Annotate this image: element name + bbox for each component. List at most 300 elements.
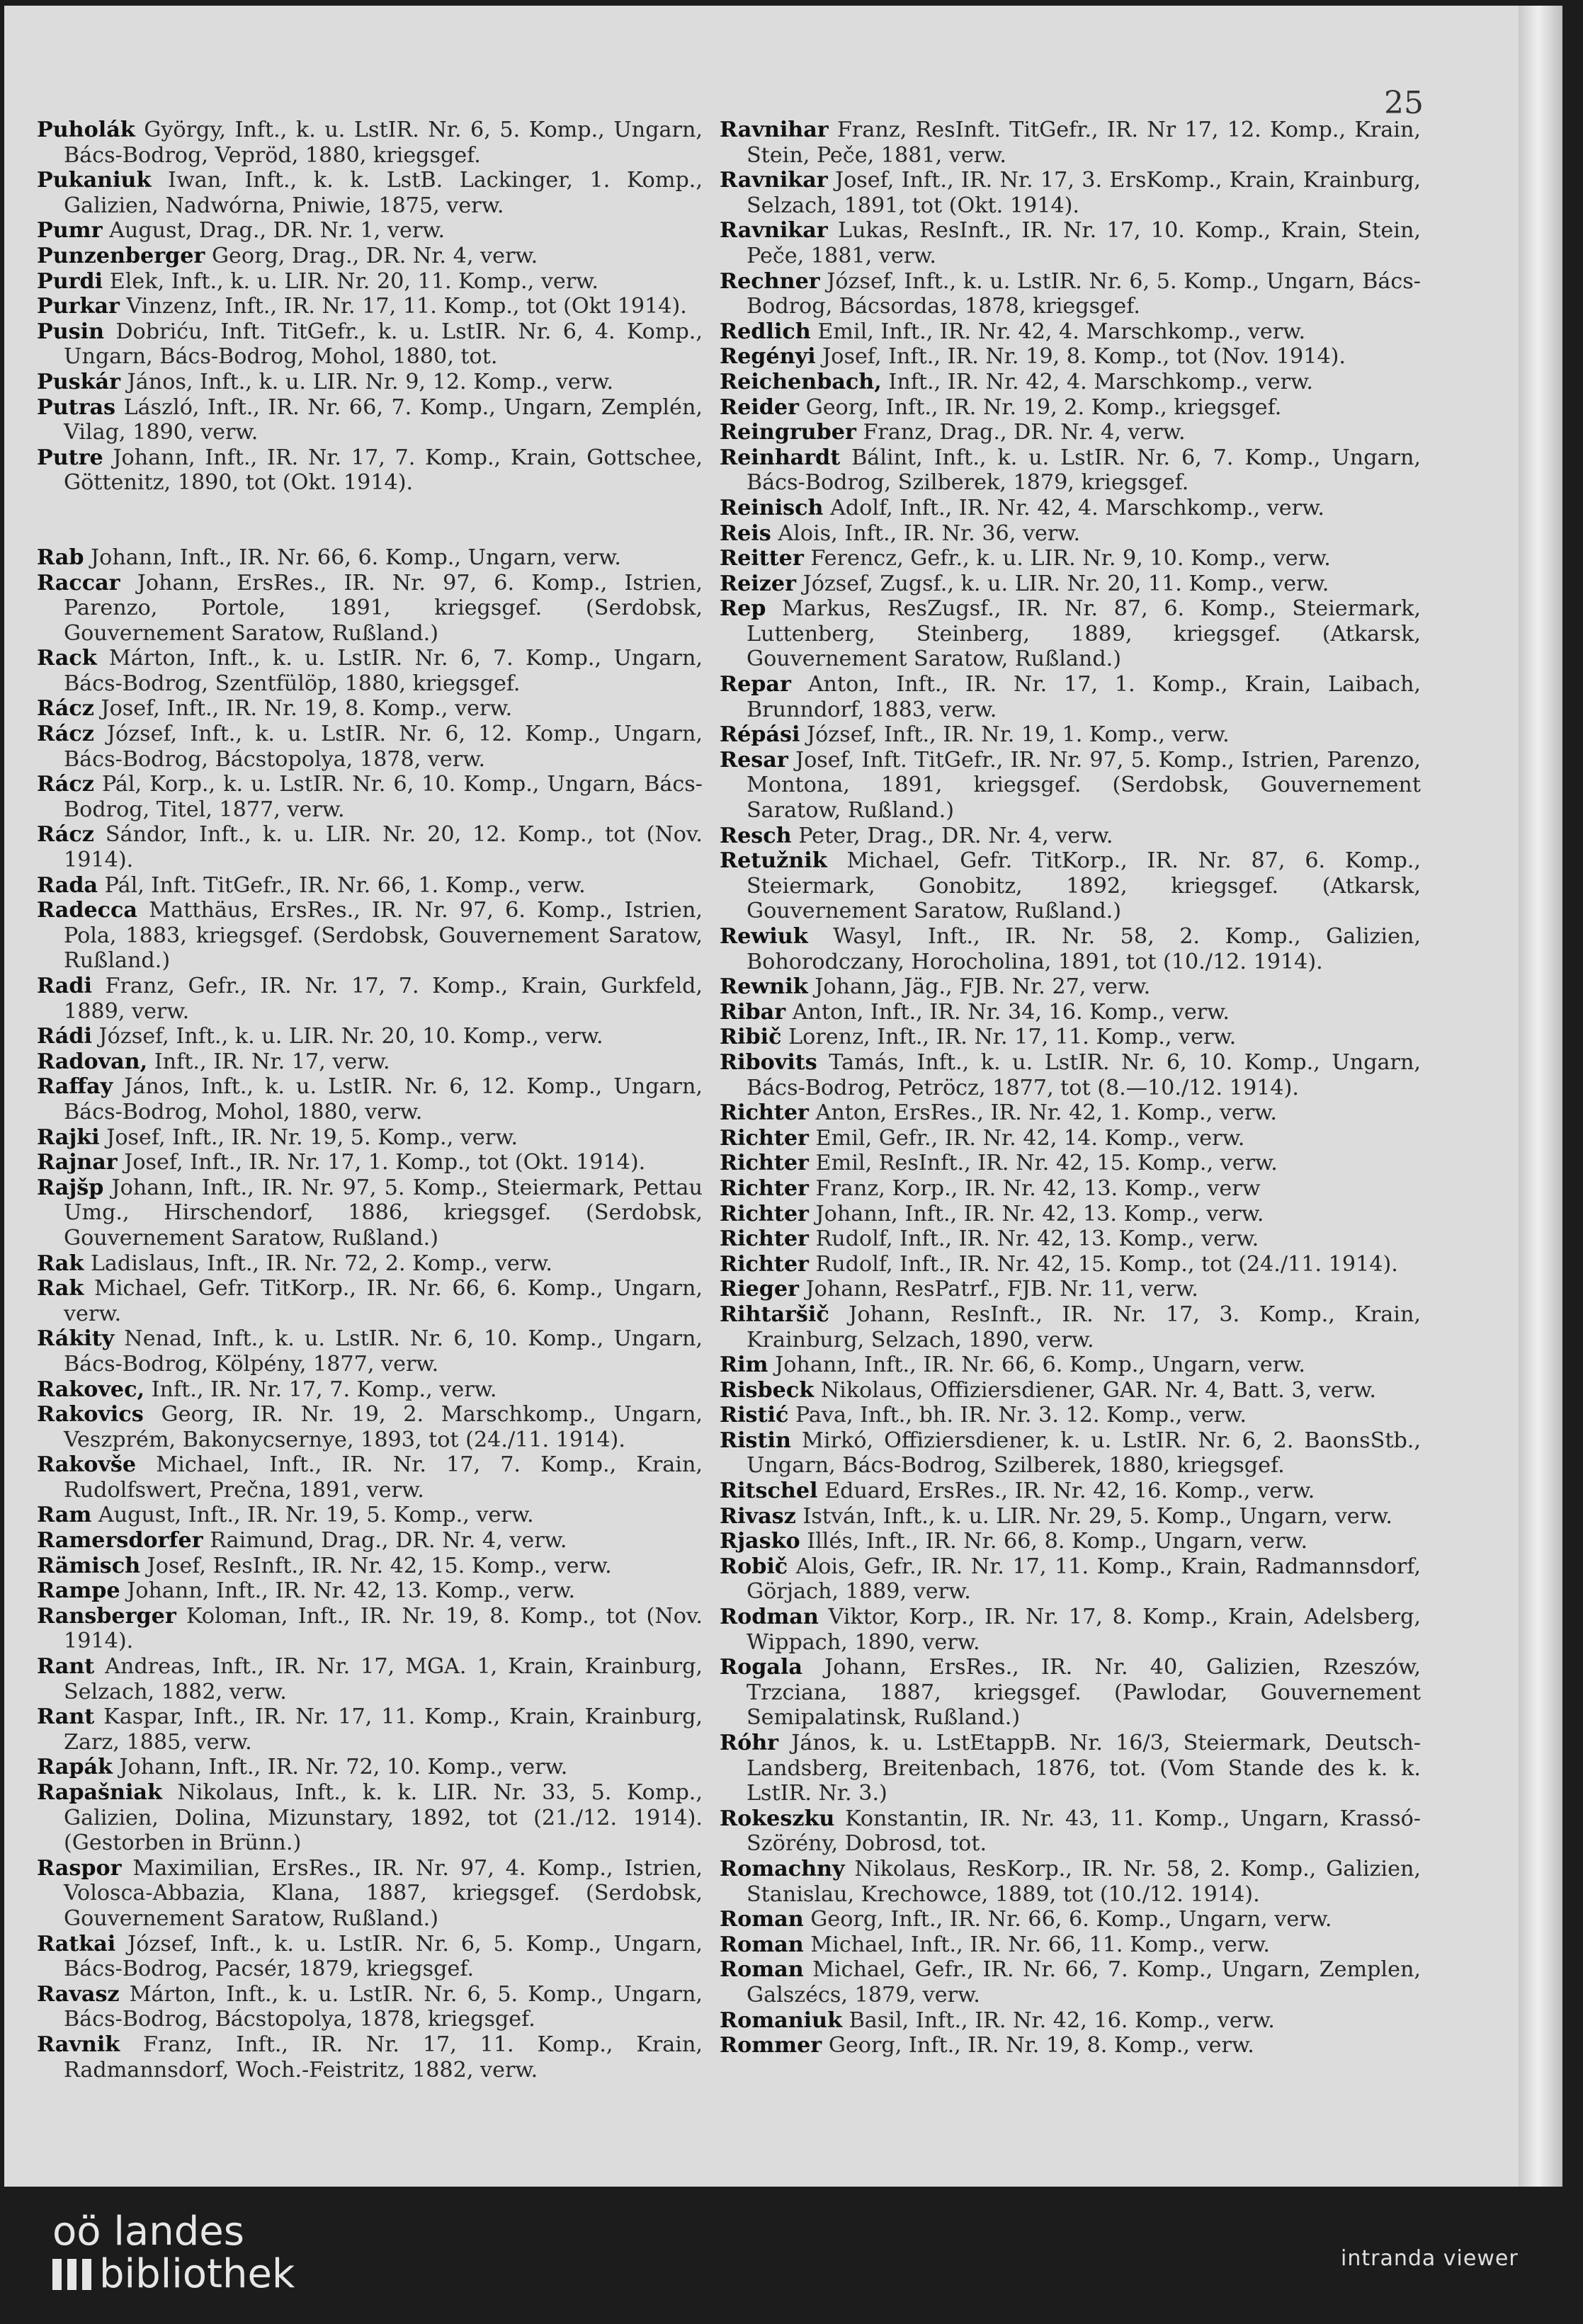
register-entry — [37, 1326, 703, 1377]
entry-surname: Robič — [720, 1554, 788, 1579]
entry-surname: Radecca — [37, 898, 137, 923]
register-entry — [37, 722, 703, 772]
register-entry — [37, 445, 703, 496]
entry-details: Nikolaus, Offiziersdiener, GAR. Nr. 4, Batt. 3, verw. — [814, 1377, 1376, 1403]
register-entry — [37, 646, 703, 696]
register-entry — [720, 168, 1421, 218]
register-entry — [37, 1528, 703, 1554]
entry-details: József, Inft., k. u. LstIR. Nr. 6, 5. Komp., Ungarn, Bács-Bodrog, Bácsordas, 1878, kriegsgef. — [747, 268, 1421, 319]
entry-surname: Purkar — [37, 294, 120, 319]
register-entry — [37, 319, 703, 370]
entry-details: János, Inft., k. u. LIR. Nr. 9, 12. Komp., verw. — [120, 369, 614, 394]
register-entry — [37, 772, 703, 822]
entry-details: Georg, Inft., IR. Nr. 66, 6. Komp., Ungarn, verw. — [803, 1907, 1332, 1932]
entry-details: Vinzenz, Inft., IR. Nr. 17, 11. Komp., tot (Okt 1914). — [119, 294, 687, 319]
register-entry — [37, 370, 703, 395]
register-entry — [37, 1932, 703, 1982]
entry-surname: Reinisch — [720, 495, 824, 520]
entry-details: Anton, ErsRes., IR. Nr. 42, 1. Komp., verw. — [808, 1100, 1277, 1126]
entry-details: Anton, Inft., IR. Nr. 17, 1. Komp., Krain, Laibach, Brunndorf, 1883, verw. — [747, 672, 1421, 722]
register-entry — [720, 596, 1421, 672]
register-entry — [720, 1050, 1421, 1100]
entry-details: József, Zugsf., k. u. LIR. Nr. 20, 11. Komp., verw. — [796, 571, 1329, 596]
register-entry — [37, 1503, 703, 1528]
entry-details: Lorenz, Inft., IR. Nr. 17, 11. Komp., verw. — [781, 1025, 1237, 1050]
entry-surname: Rapák — [37, 1755, 113, 1780]
entry-surname: Rákity — [37, 1326, 115, 1352]
entry-surname: Rivasz — [720, 1503, 796, 1529]
entry-surname: Puholák — [37, 118, 135, 142]
entry-details: Michael, Inft., IR. Nr. 17, 7. Komp., Krain, Rudolfswert, Prečna, 1891, verw. — [64, 1452, 703, 1503]
register-entry — [720, 1352, 1421, 1378]
register-entry — [37, 1175, 703, 1251]
register-entry — [37, 1049, 703, 1075]
entry-surname: Rämisch — [37, 1553, 141, 1578]
register-entry — [720, 2008, 1421, 2034]
page-binding-edge — [1519, 6, 1562, 2187]
entry-details: Emil, Inft., IR. Nr. 42, 4. Marschkomp., verw. — [810, 319, 1306, 344]
entry-details: Matthäus, ErsRes., IR. Nr. 97, 6. Komp., Istrien, Pola, 1883, kriegsgef. (Serdobsk, Gouvernement Saratow, Rußland.) — [64, 898, 703, 974]
entry-surname: Ribovits — [720, 1049, 817, 1075]
entry-surname: Richter — [720, 1251, 809, 1277]
register-entry — [37, 1276, 703, 1326]
entry-surname: Raffay — [37, 1074, 113, 1100]
entry-details: Michael, Gefr. TitKorp., IR. Nr. 66, 6. Komp., Ungarn, verw. — [64, 1276, 703, 1326]
entry-details: József, Inft., k. u. LIR. Nr. 20, 10. Komp., verw. — [91, 1024, 603, 1049]
entry-details: József, Inft., k. u. LstIR. Nr. 6, 5. Komp., Ungarn, Bács-Bodrog, Pacsér, 1879, kriegsgef. — [64, 1931, 703, 1982]
register-entry — [37, 545, 703, 571]
register-entry — [720, 672, 1421, 722]
entry-surname: Rodman — [720, 1605, 819, 1630]
register-entry — [37, 1251, 703, 1277]
entry-details: Basil, Inft., IR. Nr. 42, 16. Komp., verw. — [842, 2007, 1275, 2033]
entry-surname: Reingruber — [720, 420, 856, 445]
entry-surname: Richter — [720, 1201, 809, 1226]
register-entry — [37, 1578, 703, 1604]
entry-surname: Rácz — [37, 696, 94, 722]
register-entry — [37, 1125, 703, 1151]
entry-surname: Rácz — [37, 822, 94, 848]
entry-details: Johann, Inft., IR. Nr. 42, 13. Komp., verw. — [808, 1201, 1264, 1226]
register-entry — [720, 722, 1421, 748]
entry-details: Franz, ResInft. TitGefr., IR. Nr 17, 12. Komp., Krain, Stein, Peče, 1881, verw. — [747, 118, 1421, 168]
left-column — [37, 118, 703, 2083]
entry-details: Nenad, Inft., k. u. LstIR. Nr. 6, 10. Komp., Ungarn, Bács-Bodrog, Kölpény, 1877, verw. — [64, 1326, 703, 1377]
register-entry — [37, 1377, 703, 1403]
register-entry — [37, 1150, 703, 1175]
register-entry — [37, 1704, 703, 1755]
entry-surname: Rep — [720, 596, 766, 622]
register-entry — [720, 496, 1421, 521]
register-entry — [720, 1000, 1421, 1025]
entry-surname: Reitter — [720, 546, 804, 571]
register-entry — [720, 1554, 1421, 1605]
scanned-page — [4, 6, 1562, 2187]
entry-details: Kaspar, Inft., IR. Nr. 17, 11. Komp., Krain, Krainburg, Zarz, 1885, verw. — [64, 1704, 703, 1755]
entry-surname: Rádi — [37, 1024, 92, 1049]
register-entry — [37, 1755, 703, 1780]
register-entry — [37, 898, 703, 974]
register-entry — [720, 1479, 1421, 1504]
entry-details: Eduard, ErsRes., IR. Nr. 42, 16. Komp., verw. — [817, 1479, 1315, 1504]
register-entry — [37, 1856, 703, 1932]
entry-details: Josef, Inft., IR. Nr. 19, 8. Komp., tot (Nov. 1914). — [815, 344, 1346, 370]
entry-surname: Roman — [720, 1907, 804, 1932]
register-entry — [720, 546, 1421, 571]
entry-details: Michael, Gefr., IR. Nr. 66, 7. Komp., Ungarn, Zemplen, Galszécs, 1879, verw. — [747, 1957, 1421, 2007]
register-entry — [720, 1277, 1421, 1302]
entry-details: Johann, Inft., IR. Nr. 97, 5. Komp., Steiermark, Pettau Umg., Hirschendorf, 1886, kriegsgef. (Serdobsk, Gouvernement Saratow, Rußland.) — [64, 1175, 703, 1251]
register-entry — [37, 218, 703, 244]
entry-surname: Reizer — [720, 571, 797, 596]
register-entry — [720, 370, 1421, 395]
entry-surname: Rajki — [37, 1124, 100, 1150]
register-entry — [37, 269, 703, 295]
entry-surname: Putre — [37, 445, 103, 470]
library-logo[interactable] — [52, 2211, 295, 2296]
entry-surname: Rechner — [720, 268, 820, 294]
register-entry — [720, 319, 1421, 345]
entry-details: Franz, Drag., DR. Nr. 4, verw. — [856, 420, 1186, 445]
entry-details: Emil, Gefr., IR. Nr. 42, 14. Komp., verw. — [808, 1125, 1245, 1151]
entry-surname: Rewiuk — [720, 924, 808, 949]
entry-details: Dobriću, Inft. TitGefr., k. u. LstIR. Nr. 6, 4. Komp., Ungarn, Bács-Bodrog, Mohol, 1880, tot. — [64, 319, 703, 370]
entry-surname: Richter — [720, 1226, 809, 1252]
register-entry — [720, 1605, 1421, 1655]
entry-surname: Resar — [720, 747, 788, 773]
entry-details: Andreas, Inft., IR. Nr. 17, MGA. 1, Krain, Krainburg, Selzach, 1882, verw. — [64, 1654, 703, 1704]
entry-surname: Rak — [37, 1251, 84, 1276]
register-entry — [37, 294, 703, 319]
register-entry — [37, 873, 703, 899]
entry-surname: Ratkai — [37, 1931, 116, 1956]
entry-details: Konstantin, IR. Nr. 43, 11. Komp., Ungarn, Krassó-Szörény, Dobrosd, tot. — [747, 1806, 1421, 1857]
entry-details: Pava, Inft., bh. IR. Nr. 3. 12. Komp., verw. — [788, 1403, 1247, 1428]
entry-details: József, Inft., k. u. LstIR. Nr. 6, 12. Komp., Ungarn, Bács-Bodrog, Bácstopolya, 1878, verw. — [64, 722, 703, 772]
entry-details: Johann, ErsRes., IR. Nr. 40, Galizien, Rzeszów, Trzciana, 1887, kriegsgef. (Pawlodar, Gouvernement Semipalatinsk, Rußland.) — [747, 1655, 1421, 1731]
register-entry — [720, 1932, 1421, 1958]
entry-surname: Ravasz — [37, 1981, 120, 2007]
entry-details: Franz, Inft., IR. Nr. 17, 11. Komp., Krain, Radmannsdorf, Woch.-Feistritz, 1882, verw. — [64, 2032, 703, 2083]
entry-details: Mirkó, Offiziersdiener, k. u. LstIR. Nr. 6, 2. BaonsStb., Ungarn, Bács-Bodrog, Szilberek, 1880, kriegsgef. — [747, 1428, 1421, 1479]
entry-surname: Richter — [720, 1125, 809, 1151]
register-entry — [720, 1176, 1421, 1202]
entry-details: Johann, Inft., IR. Nr. 42, 13. Komp., verw. — [120, 1578, 576, 1604]
entry-surname: Rakovics — [37, 1402, 144, 1428]
register-entry — [37, 2032, 703, 2083]
entry-details: August, Drag., DR. Nr. 1, verw. — [102, 218, 446, 244]
entry-surname: Rajšp — [37, 1175, 104, 1200]
register-entry — [37, 395, 703, 445]
entry-details: Inft., IR. Nr. 17, 7. Komp., verw. — [144, 1377, 497, 1402]
entry-surname: Regényi — [720, 344, 816, 370]
entry-surname: Reichenbach, — [720, 369, 882, 394]
entry-surname: Raspor — [37, 1855, 122, 1881]
register-entry — [720, 974, 1421, 1000]
entry-details: Bálint, Inft., k. u. LstIR. Nr. 6, 7. Komp., Ungarn, Bács-Bodrog, Szilberek, 1879, kriegsgef. — [747, 445, 1421, 496]
entry-details: Pál, Inft. TitGefr., IR. Nr. 66, 1. Komp., verw. — [98, 872, 586, 898]
entry-details: Márton, Inft., k. u. LstIR. Nr. 6, 7. Komp., Ungarn, Bács-Bodrog, Szentfülöp, 1880, kriegsgef. — [64, 646, 703, 696]
entry-surname: Radi — [37, 974, 92, 998]
right-column — [720, 118, 1421, 2058]
entry-surname: Reinhardt — [720, 445, 841, 470]
entry-surname: Resch — [720, 823, 792, 848]
register-entry — [720, 1025, 1421, 1050]
entry-surname: Rommer — [720, 2033, 822, 2058]
register-entry — [720, 1957, 1421, 2007]
entry-details: Markus, ResZugsf., IR. Nr. 87, 6. Komp., Steiermark, Luttenberg, Steinberg, 1889, kriegsgef. (Atkarsk, Gouvernement Saratow, Rußland.) — [747, 596, 1421, 672]
register-entry — [37, 118, 703, 168]
entry-surname: Répási — [720, 722, 800, 748]
register-entry — [720, 218, 1421, 268]
entry-surname: Richter — [720, 1175, 809, 1201]
entry-surname: Punzenberger — [37, 243, 205, 268]
register-entry — [720, 445, 1421, 496]
register-entry — [37, 1780, 703, 1856]
entry-surname: Rak — [37, 1276, 84, 1301]
register-entry — [720, 1857, 1421, 1907]
register-entry — [37, 1452, 703, 1503]
register-entry — [37, 1604, 703, 1654]
entry-details: Ladislaus, Inft., IR. Nr. 72, 2. Komp., verw. — [84, 1251, 553, 1276]
entry-surname: Risbeck — [720, 1377, 815, 1403]
entry-surname: Rewnik — [720, 974, 808, 1000]
register-entry — [37, 1074, 703, 1124]
register-entry — [720, 1151, 1421, 1176]
entry-details: Franz, Korp., IR. Nr. 42, 13. Komp., verw — [808, 1175, 1261, 1201]
register-entry — [720, 924, 1421, 974]
entry-surname: Rogala — [720, 1655, 802, 1680]
entry-surname: Raccar — [37, 570, 120, 596]
entry-details: Tamás, Inft., k. u. LstIR. Nr. 6, 10. Komp., Ungarn, Bács-Bodrog, Petröcz, 1877, tot (8.—10./12. 1914). — [747, 1049, 1421, 1100]
entry-details: Michael, Inft., IR. Nr. 66, 11. Komp., verw. — [803, 1932, 1270, 1957]
register-entry — [37, 822, 703, 872]
entry-surname: Rieger — [720, 1277, 799, 1302]
entry-details: Nikolaus, Inft., k. k. LIR. Nr. 33, 5. Komp., Galizien, Dolina, Mizunstary, 1892, tot (21./12. 1914). (Gestorben in Brünn.) — [64, 1780, 703, 1856]
entry-surname: Repar — [720, 672, 791, 697]
entry-details: Ferencz, Gefr., k. u. LIR. Nr. 9, 10. Komp., verw. — [803, 546, 1331, 571]
register-entry — [720, 420, 1421, 445]
entry-surname: Roman — [720, 1932, 804, 1957]
entry-details: Josef, Inft., IR. Nr. 17, 1. Komp., tot (Okt. 1914). — [117, 1150, 646, 1175]
register-entry — [37, 1654, 703, 1704]
register-entry — [720, 1731, 1421, 1806]
entry-details: Koloman, Inft., IR. Nr. 19, 8. Komp., tot (Nov. 1914). — [64, 1603, 703, 1654]
register-entry — [720, 571, 1421, 597]
entry-surname: Rajnar — [37, 1150, 118, 1175]
entry-details: Elek, Inft., k. u. LIR. Nr. 20, 11. Komp., verw. — [103, 268, 599, 294]
logo-line-1: oö landes — [52, 2209, 244, 2255]
register-entry — [720, 1403, 1421, 1428]
entry-details: Inft., IR. Nr. 17, verw. — [147, 1049, 390, 1074]
entry-surname: Pusin — [37, 319, 105, 344]
logo-line-2: bibliothek — [99, 2251, 295, 2297]
entry-details: Georg, Inft., IR. Nr. 19, 2. Komp., kriegsgef. — [798, 394, 1282, 420]
register-entry — [720, 269, 1421, 319]
entry-details: Adolf, Inft., IR. Nr. 42, 4. Marschkomp., verw. — [823, 495, 1324, 520]
entry-details: Peter, Drag., DR. Nr. 4, verw. — [791, 823, 1113, 848]
entry-details: Viktor, Korp., IR. Nr. 17, 8. Komp., Krain, Adelsberg, Wippach, 1890, verw. — [747, 1605, 1421, 1655]
entry-details: Johann, ResPatrf., FJB. Nr. 11, verw. — [798, 1277, 1198, 1302]
register-entry — [720, 2033, 1421, 2058]
entry-details: Márton, Inft., k. u. LstIR. Nr. 6, 5. Komp., Ungarn, Bács-Bodrog, Bácstopolya, 1878, kriegsgef. — [64, 1981, 703, 2032]
entry-surname: Putras — [37, 394, 116, 420]
register-entry — [720, 1100, 1421, 1126]
entry-details: Sándor, Inft., k. u. LIR. Nr. 20, 12. Komp., tot (Nov. 1914). — [64, 822, 703, 873]
entry-details: Anton, Inft., IR. Nr. 34, 16. Komp., verw. — [785, 999, 1230, 1025]
entry-details: Lukas, ResInft., IR. Nr. 17, 10. Komp., Krain, Stein, Peče, 1881, verw. — [747, 218, 1421, 268]
entry-surname: Ribar — [720, 999, 786, 1025]
entry-details: Franz, Gefr., IR. Nr. 17, 7. Komp., Krain, Gurkfeld, 1889, verw. — [64, 974, 703, 1024]
entry-details: Raimund, Drag., DR. Nr. 4, verw. — [203, 1528, 567, 1554]
entry-surname: Reider — [720, 394, 799, 420]
entry-surname: Redlich — [720, 319, 811, 344]
entry-surname: Rant — [37, 1704, 95, 1730]
entry-surname: Ravnik — [37, 2032, 120, 2057]
entry-surname: Rab — [37, 545, 84, 570]
register-entry — [37, 1024, 703, 1049]
entry-surname: Rapašniak — [37, 1780, 162, 1805]
entry-details: László, Inft., IR. Nr. 66, 7. Komp., Ungarn, Zemplén, Vilag, 1890, verw. — [64, 394, 703, 445]
entry-details: János, Inft., k. u. LstIR. Nr. 6, 12. Komp., Ungarn, Bács-Bodrog, Mohol, 1880, verw. — [64, 1074, 703, 1124]
register-entry — [720, 1529, 1421, 1554]
entry-details: Alois, Inft., IR. Nr. 36, verw. — [771, 520, 1081, 546]
entry-details: Johann, ResInft., IR. Nr. 17, 3. Komp., Krain, Krainburg, Selzach, 1890, verw. — [747, 1301, 1421, 1352]
entry-surname: Puskár — [37, 369, 121, 394]
register-entry — [720, 824, 1421, 849]
entry-surname: Rihtaršič — [720, 1301, 829, 1327]
entry-surname: Róhr — [720, 1731, 779, 1755]
entry-details: Johann, ErsRes., IR. Nr. 97, 6. Komp., Istrien, Parenzo, Portole, 1891, kriegsgef. (Serdobsk, Gouvernement Saratow, Rußland.) — [64, 570, 703, 646]
entry-surname: Rakovec, — [37, 1377, 145, 1402]
entry-details: Emil, ResInft., IR. Nr. 42, 15. Komp., verw. — [808, 1151, 1278, 1176]
entry-details: Johann, Inft., IR. Nr. 66, 6. Komp., Ungarn, verw. — [84, 545, 621, 570]
register-entry — [720, 1252, 1421, 1277]
entry-surname: Ravnihar — [720, 118, 829, 142]
entry-surname: Romachny — [720, 1856, 845, 1881]
entry-details: Rudolf, Inft., IR. Nr. 42, 15. Komp., tot (24./11. 1914). — [808, 1251, 1398, 1277]
entry-surname: Rada — [37, 872, 98, 898]
entry-details: Georg, IR. Nr. 19, 2. Marschkomp., Ungarn, Veszprém, Bakonycsernye, 1893, tot (24./11. 1914). — [64, 1402, 703, 1452]
entry-details: Josef, Inft., IR. Nr. 17, 3. ErsKomp., Krain, Krainburg, Selzach, 1891, tot (Okt. 1914). — [747, 168, 1421, 218]
entry-surname: Rant — [37, 1654, 95, 1680]
entry-details: Georg, Drag., DR. Nr. 4, verw. — [205, 243, 538, 268]
register-entry — [720, 748, 1421, 824]
entry-details: György, Inft., k. u. LstIR. Nr. 6, 5. Komp., Ungarn, Bács-Bodrog, Vepröd, 1880, kriegsgef. — [64, 118, 703, 168]
register-entry — [720, 1428, 1421, 1479]
register-entry — [37, 1554, 703, 1579]
entry-details: Iwan, Inft., k. k. LstB. Lackinger, 1. Komp., Galizien, Nadwórna, Pniwie, 1875, verw. — [64, 168, 703, 218]
register-entry — [720, 1302, 1421, 1352]
register-entry — [720, 1907, 1421, 1932]
entry-surname: Rjasko — [720, 1529, 800, 1554]
entry-details: Rudolf, Inft., IR. Nr. 42, 13. Komp., verw. — [808, 1226, 1259, 1252]
entry-details: Maximilian, ErsRes., IR. Nr. 97, 4. Komp., Istrien, Volosca-Abbazia, Klana, 1887, kriegsgef. (Serdobsk, Gouvernement Saratow, Rußland.) — [64, 1855, 703, 1931]
entry-details: August, Inft., IR. Nr. 19, 5. Komp., verw. — [91, 1503, 534, 1528]
entry-details: Wasyl, Inft., IR. Nr. 58, 2. Komp., Galizien, Bohorodczany, Horocholina, 1891, tot (10./12. 1914). — [747, 924, 1421, 974]
entry-surname: Rácz — [37, 722, 94, 747]
register-entry — [720, 1655, 1421, 1731]
register-entry — [37, 571, 703, 646]
entry-details: Josef, Inft., IR. Nr. 19, 5. Komp., verw. — [99, 1124, 518, 1150]
viewer-label[interactable]: intranda viewer — [1341, 2246, 1519, 2271]
entry-details: Johann, Inft., IR. Nr. 72, 10. Komp., verw. — [112, 1755, 568, 1780]
register-entry — [37, 974, 703, 1024]
entry-details: Michael, Gefr. TitKorp., IR. Nr. 87, 6. Komp., Steiermark, Gonobitz, 1892, kriegsgef. (Atkarsk, Gouvernement Saratow, Rußland.) — [747, 848, 1421, 924]
entry-surname: Ristić — [720, 1403, 789, 1428]
entry-surname: Ransberger — [37, 1603, 176, 1629]
entry-surname: Ribič — [720, 1025, 782, 1050]
entry-surname: Ramersdorfer — [37, 1528, 203, 1554]
entry-surname: Retužnik — [720, 848, 827, 874]
entry-surname: Ravnikar — [720, 168, 828, 193]
entry-surname: Romaniuk — [720, 2007, 843, 2033]
entry-surname: Rakovše — [37, 1452, 137, 1478]
entry-surname: Pumr — [37, 218, 103, 244]
register-entry — [720, 1504, 1421, 1530]
register-entry — [37, 244, 703, 269]
register-entry — [720, 118, 1421, 168]
entry-details: Johann, Inft., IR. Nr. 17, 7. Komp., Krain, Gottschee, Göttenitz, 1890, tot (Okt. 1914). — [64, 445, 703, 496]
entry-surname: Ravnikar — [720, 218, 828, 244]
register-entry — [37, 1982, 703, 2032]
register-entry — [720, 395, 1421, 421]
entry-surname: Richter — [720, 1100, 809, 1126]
entry-details: Josef, ResInft., IR. Nr. 42, 15. Komp., verw. — [140, 1553, 612, 1578]
entry-details: Josef, Inft., IR. Nr. 19, 8. Komp., verw. — [93, 696, 513, 722]
entry-surname: Rim — [720, 1352, 768, 1378]
entry-details: Johann, Inft., IR. Nr. 66, 6. Komp., Ungarn, verw. — [768, 1352, 1306, 1378]
entry-details: Inft., IR. Nr. 42, 4. Marschkomp., verw. — [881, 369, 1313, 394]
page-number: 25 — [1384, 85, 1424, 121]
entry-surname: Ram — [37, 1503, 92, 1528]
entry-surname: Radovan, — [37, 1049, 148, 1074]
entry-surname: Richter — [720, 1151, 809, 1176]
entry-details: Johann, Jäg., FJB. Nr. 27, verw. — [807, 974, 1151, 1000]
register-entry — [720, 1226, 1421, 1252]
entry-surname: Ristin — [720, 1428, 791, 1453]
entry-details: Josef, Inft. TitGefr., IR. Nr. 97, 5. Komp., Istrien, Parenzo, Montona, 1891, kriegsgef. (Serdobsk, Gouvernement Saratow, Rußland.) — [747, 747, 1421, 824]
entry-details: Illés, Inft., IR. Nr. 66, 8. Komp., Ungarn, verw. — [800, 1529, 1308, 1554]
register-entry — [37, 696, 703, 722]
entry-details: Pál, Korp., k. u. LstIR. Nr. 6, 10. Komp., Ungarn, Bács-Bodrog, Titel, 1877, verw. — [64, 772, 703, 822]
entry-details: Nikolaus, ResKorp., IR. Nr. 58, 2. Komp., Galizien, Stanislau, Krechowce, 1889, tot (10./12. 1914). — [747, 1856, 1421, 1907]
entry-details: Alois, Gefr., IR. Nr. 17, 11. Komp., Krain, Radmannsdorf, Görjach, 1889, verw. — [747, 1554, 1421, 1605]
register-entry — [37, 168, 703, 218]
entry-details: István, Inft., k. u. LIR. Nr. 29, 5. Komp., Ungarn, verw. — [795, 1503, 1392, 1529]
entry-surname: Rampe — [37, 1578, 120, 1604]
entry-details: János, k. u. LstEtappB. Nr. 16/3, Steiermark, Deutsch-Landsberg, Breitenbach, 1876, tot. (Vom Stande des k. k. LstIR. Nr. 3.) — [747, 1731, 1421, 1806]
register-entry — [37, 1402, 703, 1452]
entry-surname: Reis — [720, 520, 771, 546]
entry-surname: Rácz — [37, 772, 94, 797]
entry-surname: Pukaniuk — [37, 168, 152, 193]
entry-surname: Rack — [37, 646, 97, 671]
entry-details: Georg, Inft., IR. Nr. 19, 8. Komp., verw. — [822, 2033, 1254, 2058]
register-entry — [720, 521, 1421, 547]
entry-surname: Roman — [720, 1957, 804, 1983]
register-entry — [720, 848, 1421, 924]
register-entry — [720, 1126, 1421, 1151]
entry-details: József, Inft., IR. Nr. 19, 1. Komp., verw. — [800, 722, 1230, 748]
logo-bars-icon — [52, 2259, 92, 2290]
register-entry — [720, 1202, 1421, 1227]
register-entry — [720, 1378, 1421, 1403]
register-entry — [720, 1806, 1421, 1857]
register-entry — [720, 344, 1421, 370]
entry-surname: Purdi — [37, 268, 103, 294]
entry-surname: Rokeszku — [720, 1806, 835, 1831]
